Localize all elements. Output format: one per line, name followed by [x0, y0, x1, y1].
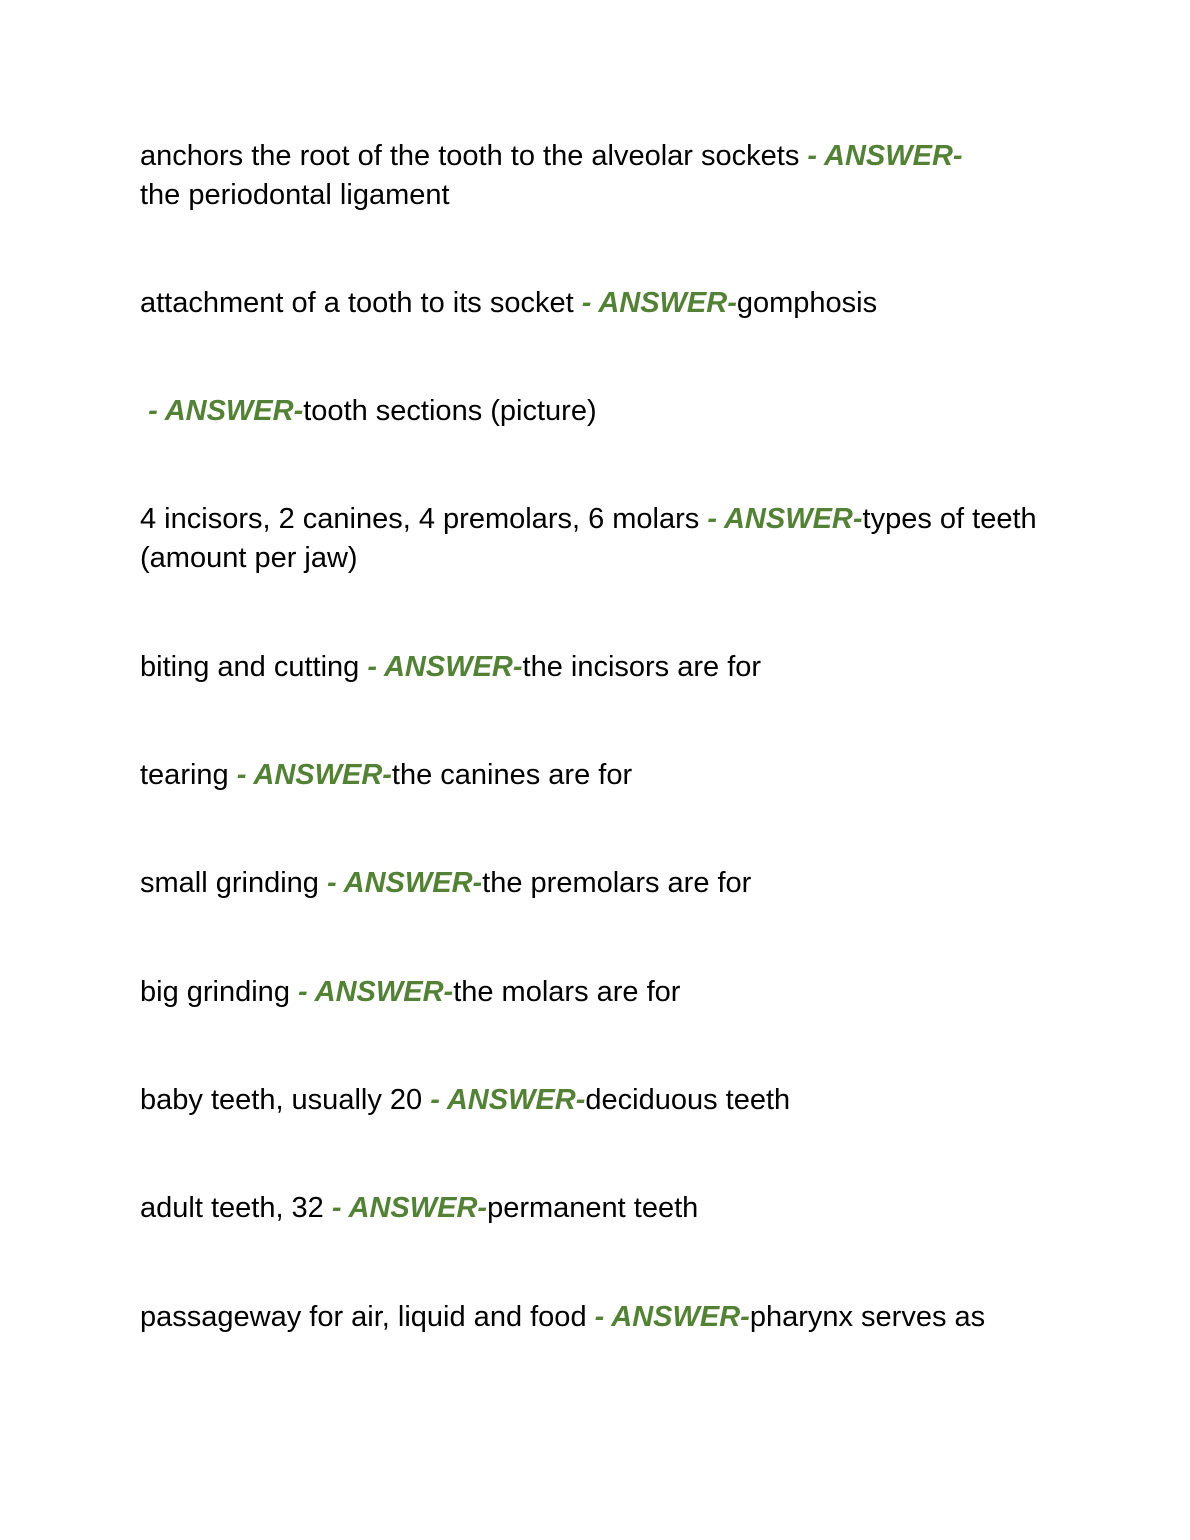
qa-entry — [140, 1081, 1060, 1120]
question-text: big grinding — [140, 976, 298, 1008]
answer-text: the canines are for — [391, 759, 633, 791]
answer-marker: - ANSWER- — [594, 1301, 750, 1333]
question-text — [140, 395, 148, 427]
qa-entry — [140, 392, 1060, 431]
qa-entry — [140, 648, 1060, 687]
question-text: tearing — [140, 759, 237, 791]
answer-marker: - ANSWER- — [807, 140, 963, 172]
qa-entry — [140, 284, 1060, 323]
qa-entry — [140, 137, 1060, 215]
answer-text: the periodontal ligament — [140, 179, 450, 211]
answer-marker: - ANSWER- — [298, 976, 454, 1008]
answer-marker: - ANSWER- — [367, 651, 523, 683]
answer-text: permanent teeth — [487, 1192, 699, 1224]
answer-marker: - ANSWER- — [148, 395, 304, 427]
answer-text: types of teeth (amount per jaw) — [140, 503, 1037, 574]
qa-entry — [140, 1189, 1060, 1228]
answer-text: the incisors are for — [522, 651, 762, 683]
qa-entry — [140, 864, 1060, 903]
answer-marker: - ANSWER- — [430, 1084, 586, 1116]
question-text: biting and cutting — [140, 651, 368, 683]
qa-entry — [140, 500, 1060, 578]
answer-marker: - ANSWER- — [707, 503, 863, 535]
question-text: small grinding — [140, 867, 327, 899]
answer-text: deciduous teeth — [585, 1084, 791, 1116]
answer-text: pharynx serves as — [749, 1301, 986, 1333]
question-text: attachment of a tooth to its socket — [140, 287, 582, 319]
answer-marker: - ANSWER- — [236, 759, 392, 791]
question-text: anchors the root of the tooth to the alveolar sockets — [140, 140, 808, 172]
qa-entry — [140, 756, 1060, 795]
qa-entry — [140, 973, 1060, 1012]
question-text: adult teeth, 32 — [140, 1192, 332, 1224]
answer-marker: - ANSWER- — [326, 867, 483, 899]
answer-text: gomphosis — [736, 287, 878, 319]
question-text: passageway for air, liquid and food — [140, 1301, 595, 1333]
answer-marker: - ANSWER- — [581, 287, 737, 319]
qa-entry — [140, 1298, 1060, 1337]
question-text: 4 incisors, 2 canines, 4 premolars, 6 molars — [140, 503, 708, 535]
answer-marker: - ANSWER- — [331, 1192, 488, 1224]
question-text: baby teeth, usually 20 — [140, 1084, 431, 1116]
answer-text: the premolars are for — [482, 867, 752, 899]
answer-text: the molars are for — [453, 976, 681, 1008]
answer-text: tooth sections (picture) — [303, 395, 597, 427]
